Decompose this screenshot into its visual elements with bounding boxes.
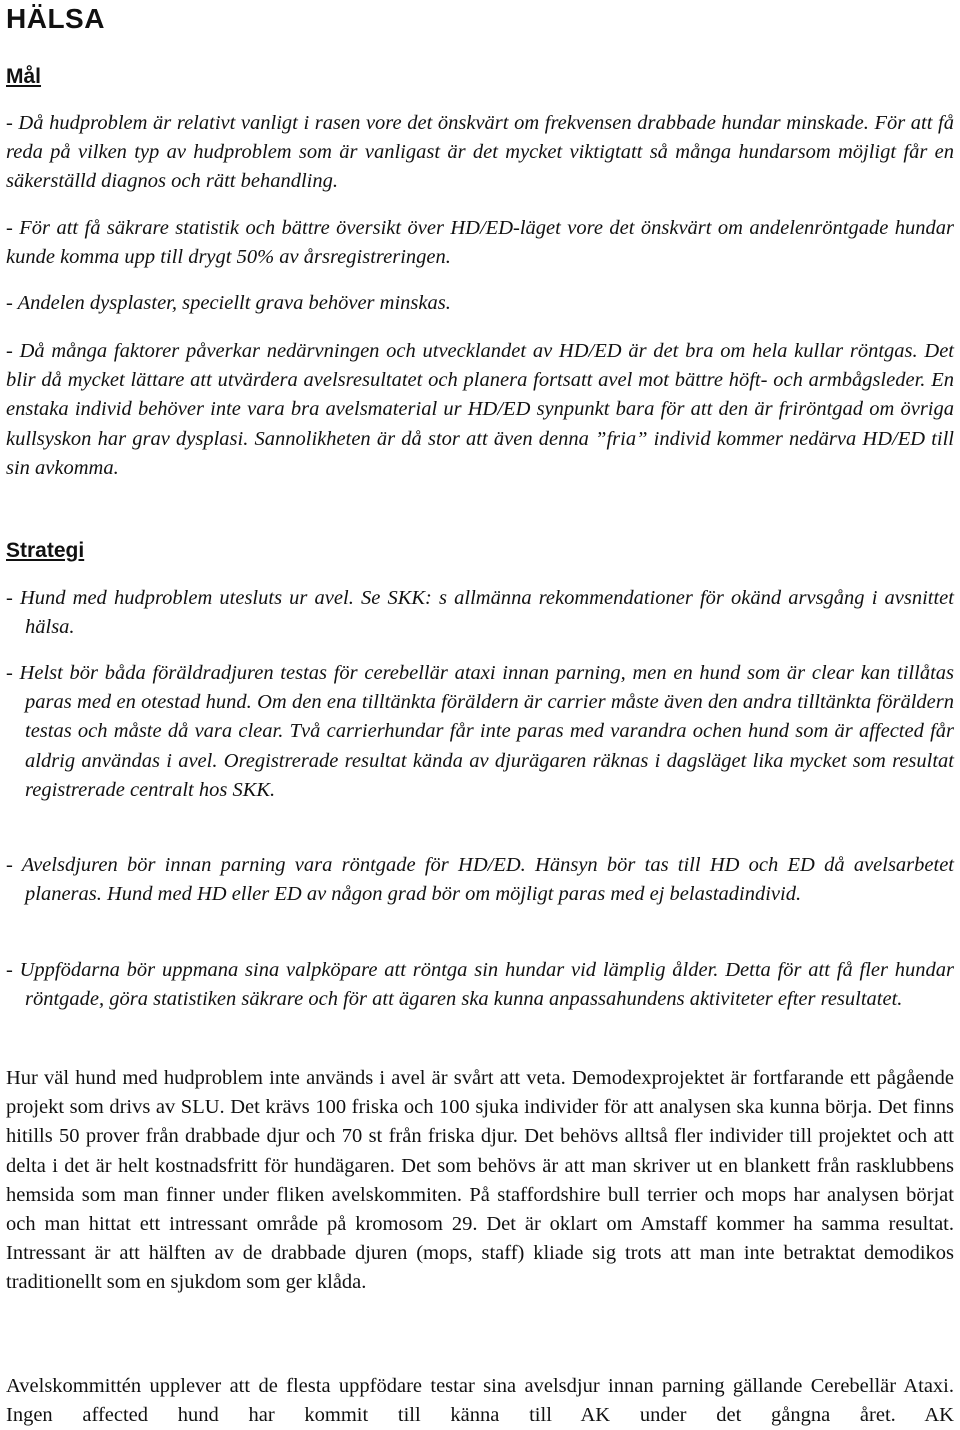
text-segment: - För att få säkrare statistik och bättre översikt över HD/ED-läget vore det önskvärt om andelenröntgade hundar kunde komma upp till drygt 50% av årsregistreringen.: [6, 217, 954, 269]
text-segment: Två carrierhundar får inte paras med varandra ochen hund som är affected får aldrig användas i avel.: [25, 720, 955, 772]
text-segment: Sannolikheten är då stor att även denna ”fria” individ kommer nedärva HD/ED till sin avkomma.: [6, 427, 954, 479]
text-segment: Hur väl hund med hudproblem inte används i avel är svårt att veta.: [6, 1067, 566, 1089]
body-paragraph-1: [6, 1064, 954, 1298]
text-segment: Det är oklart om Amstaff kommer ha samma resultat.: [477, 1213, 954, 1236]
text-segment: Det behövs alltså fler individer till projektet och att delta i det är helt kostnadsfritt för hundägaren.: [6, 1125, 954, 1177]
strategi-item-4: [6, 956, 954, 1014]
text-segment: - Då många faktorer påverkar nedärvningen och utvecklandet av HD/ED är det bra om hela kullar röntgas.: [6, 340, 918, 362]
text-segment: Avelskommittén upplever att de flesta uppfödare testar sina avelsdjur innan parning gällande Cerebellär Ataxi.: [6, 1375, 954, 1397]
mal-paragraph-3: [6, 289, 954, 318]
text-segment: Hund med HD eller ED av någon grad bör om möjligt paras med ej belastadindivid.: [101, 883, 802, 906]
text-segment: - Andelen dysplaster, speciellt grava behöver minskas.: [6, 292, 451, 314]
mal-paragraph-1: [6, 109, 954, 197]
text-segment: - Helst bör båda föräldradjuren testas för cerebellär ataxi innan parning, men en hund som är clear kan tillåtas paras med en otestad hund.: [6, 662, 954, 714]
text-segment: Se SKK: s allmänna rekommendationer för okänd arvsgång i avsnittet hälsa.: [25, 587, 954, 639]
text-segment: Oregistrerade resultat kända av djurägaren räknas i dagsläget lika mycket som resultat registrerade centralt hos SKK.: [25, 749, 954, 801]
text-segment: - Uppfödarna bör uppmana sina valpköpare att röntga sin hundar vid lämplig ålder.: [6, 959, 719, 981]
text-segment: För att få reda på vilken typ av hudproblem som är vanligast är det mycket viktigtatt så många hundarsom möjligt får en säkerställd diagnos och rätt behandling.: [6, 112, 954, 193]
text-segment: Demodexprojektet är fortfarande ett pågående projekt som drivs av SLU.: [6, 1067, 955, 1119]
text-segment: Om den ena tilltänkta föräldern är carrier måste även den andra tilltänkta föräldern testas och måste då vara clear.: [25, 691, 954, 743]
text-segment: En enstaka individ behöver inte vara bra avelsmaterial ur HD/ED synpunkt bara för att den är friröntgad om övriga kullsyskon har grav dysplasi.: [6, 369, 954, 450]
strategi-item-3: [6, 851, 954, 909]
page-title: HÄLSA: [6, 3, 105, 34]
text-segment: Ingen affected hund har kommit till känna till AK under det gångna året. AK: [6, 1404, 954, 1427]
mal-paragraph-4: [6, 337, 954, 483]
strategi-item-1: [6, 584, 954, 642]
section-heading-strategi: Strategi: [6, 539, 85, 562]
text-segment: - Då hudproblem är relativt vanligt i rasen vore det önskvärt om frekvensen drabbade hundar minskade.: [6, 112, 869, 134]
text-segment: Det krävs 100 friska och 100 sjuka individer för att analysen ska kunna börja.: [224, 1096, 873, 1119]
text-segment: Det blir då mycket lättare att utvärdera avelsresultatet och planera fortsatt avel mot bättre höft- och armbågsleder.: [6, 340, 954, 392]
text-segment: Hänsyn bör tas till HD och ED då avelsarbetet planeras.: [25, 854, 955, 906]
text-segment: Det som behövs är att man skriver ut en blankett från rasklubbens hemsida som man finner under fliken avelskommiten.: [6, 1154, 954, 1206]
body-paragraph-2: [6, 1372, 954, 1430]
text-segment: Detta för att få fler hundar röntgade, göra statistiken säkrare och för att ägaren ska kunna anpassahundens aktiviteter efter resultatet.: [25, 959, 955, 1011]
text-segment: - Hund med hudproblem utesluts ur avel.: [6, 587, 354, 609]
section-heading-mal: Mål: [6, 65, 42, 88]
strategi-item-2: [6, 659, 954, 805]
text-segment: - Avelsdjuren bör innan parning vara röntgade för HD/ED.: [6, 854, 526, 876]
text-segment: Intressant är att hälften av de drabbade djuren (mops, staff) kliade sig trots att man inte betraktat demodikos traditionellt som en sjukdom som ger klåda.: [6, 1242, 954, 1294]
text-segment: På staffordshire bull terrier och mops har analysen börjat och man hittat ett intressant område på kromosom 29.: [6, 1183, 954, 1236]
text-segment: Det finns hitills 50 prover från drabbade djur och 70 st från friska djur.: [6, 1096, 954, 1148]
mal-paragraph-2: [6, 214, 954, 272]
